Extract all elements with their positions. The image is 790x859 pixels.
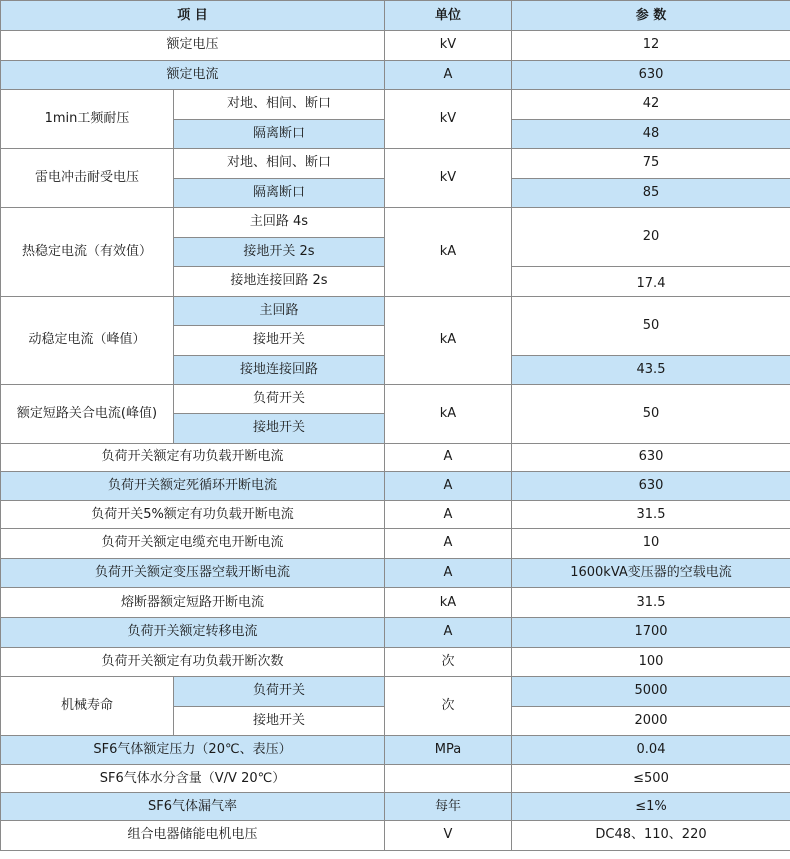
table-row (1, 821, 790, 851)
row-label: 负荷开关额定电缆充电开断电流 (1, 529, 385, 559)
row-label: 负荷开关5%额定有功负载开断电流 (1, 501, 385, 529)
table-row (1, 647, 790, 677)
row-value: 630 (512, 60, 790, 90)
row-unit: kV (385, 149, 512, 208)
sub-label: 接地开关 2s (174, 237, 385, 267)
row-value: 1600kVA变压器的空载电流 (512, 558, 790, 588)
row-value: 630 (512, 471, 790, 501)
row-unit: A (385, 558, 512, 588)
group-label: 1min工频耐压 (1, 90, 174, 149)
sub-label: 负荷开关 (174, 677, 385, 707)
group-label: 机械寿命 (1, 677, 174, 736)
row-unit: 次 (385, 677, 512, 736)
row-unit: kV (385, 31, 512, 61)
row-value: DC48、110、220 (512, 821, 790, 851)
sub-label: 隔离断口 (174, 119, 385, 149)
group-label: 额定短路关合电流(峰值) (1, 385, 174, 444)
row-unit: A (385, 501, 512, 529)
table-row (1, 736, 790, 765)
row-label: 负荷开关额定转移电流 (1, 618, 385, 648)
row-unit: A (385, 529, 512, 559)
row-value: 0.04 (512, 736, 790, 765)
row-unit: kA (385, 296, 512, 385)
sub-label: 接地开关 (174, 706, 385, 736)
sub-label: 对地、相间、断口 (174, 149, 385, 179)
row-unit (385, 765, 512, 793)
sub-label: 主回路 (174, 296, 385, 326)
table-row (1, 677, 790, 707)
row-unit: kA (385, 208, 512, 297)
table-row (1, 558, 790, 588)
table-row (1, 529, 790, 559)
row-unit: A (385, 471, 512, 501)
row-value: 85 (512, 178, 790, 208)
table-row (1, 618, 790, 648)
row-value: 50 (512, 385, 790, 444)
row-unit: 每年 (385, 793, 512, 821)
sub-label: 对地、相间、断口 (174, 90, 385, 120)
row-label: 负荷开关额定有功负载开断次数 (1, 647, 385, 677)
row-value: 43.5 (512, 355, 790, 385)
row-value: 75 (512, 149, 790, 179)
row-value: 2000 (512, 706, 790, 736)
row-label: 负荷开关额定有功负载开断电流 (1, 443, 385, 471)
table-row (1, 31, 790, 61)
group-label: 热稳定电流（有效值） (1, 208, 174, 297)
sub-label: 接地连接回路 2s (174, 267, 385, 297)
row-value: 100 (512, 647, 790, 677)
row-unit: V (385, 821, 512, 851)
row-label: SF6气体额定压力（20℃、表压） (1, 736, 385, 765)
header-param: 参 数 (512, 1, 790, 31)
row-value: 10 (512, 529, 790, 559)
row-value: 12 (512, 31, 790, 61)
row-value: 50 (512, 296, 790, 355)
sub-label: 接地开关 (174, 414, 385, 444)
row-unit: 次 (385, 647, 512, 677)
table-row (1, 588, 790, 618)
table-row (1, 296, 790, 326)
row-unit: A (385, 60, 512, 90)
row-label: SF6气体漏气率 (1, 793, 385, 821)
row-unit: A (385, 443, 512, 471)
table-row (1, 765, 790, 793)
sub-label: 隔离断口 (174, 178, 385, 208)
header-item: 项 目 (1, 1, 385, 31)
table-row (1, 149, 790, 179)
group-label: 雷电冲击耐受电压 (1, 149, 174, 208)
table-row (1, 90, 790, 120)
row-value: 630 (512, 443, 790, 471)
row-label: 组合电器储能电机电压 (1, 821, 385, 851)
row-value: 17.4 (512, 267, 790, 297)
row-label: 负荷开关额定死循环开断电流 (1, 471, 385, 501)
sub-label: 接地连接回路 (174, 355, 385, 385)
sub-label: 接地开关 (174, 326, 385, 356)
table-row (1, 471, 790, 501)
table-row (1, 60, 790, 90)
row-value: 20 (512, 208, 790, 267)
row-value: ≤500 (512, 765, 790, 793)
row-value: 42 (512, 90, 790, 120)
row-label: 熔断器额定短路开断电流 (1, 588, 385, 618)
table-row (1, 793, 790, 821)
table-row (1, 385, 790, 414)
row-unit: kA (385, 588, 512, 618)
row-label: SF6气体水分含量（V/V 20℃） (1, 765, 385, 793)
row-value: 31.5 (512, 588, 790, 618)
table-row (1, 501, 790, 529)
sub-label: 负荷开关 (174, 385, 385, 414)
row-label: 负荷开关额定变压器空载开断电流 (1, 558, 385, 588)
table-row (1, 443, 790, 471)
row-value: 48 (512, 119, 790, 149)
row-value: 31.5 (512, 501, 790, 529)
row-value: ≤1% (512, 793, 790, 821)
row-value: 1700 (512, 618, 790, 648)
row-value: 5000 (512, 677, 790, 707)
row-unit: kV (385, 90, 512, 149)
row-label: 额定电流 (1, 60, 385, 90)
row-unit: kA (385, 385, 512, 444)
row-unit: MPa (385, 736, 512, 765)
sub-label: 主回路 4s (174, 208, 385, 238)
row-label: 额定电压 (1, 31, 385, 61)
row-unit: A (385, 618, 512, 648)
table-row (1, 208, 790, 238)
header-unit: 单位 (385, 1, 512, 31)
group-label: 动稳定电流（峰值） (1, 296, 174, 385)
